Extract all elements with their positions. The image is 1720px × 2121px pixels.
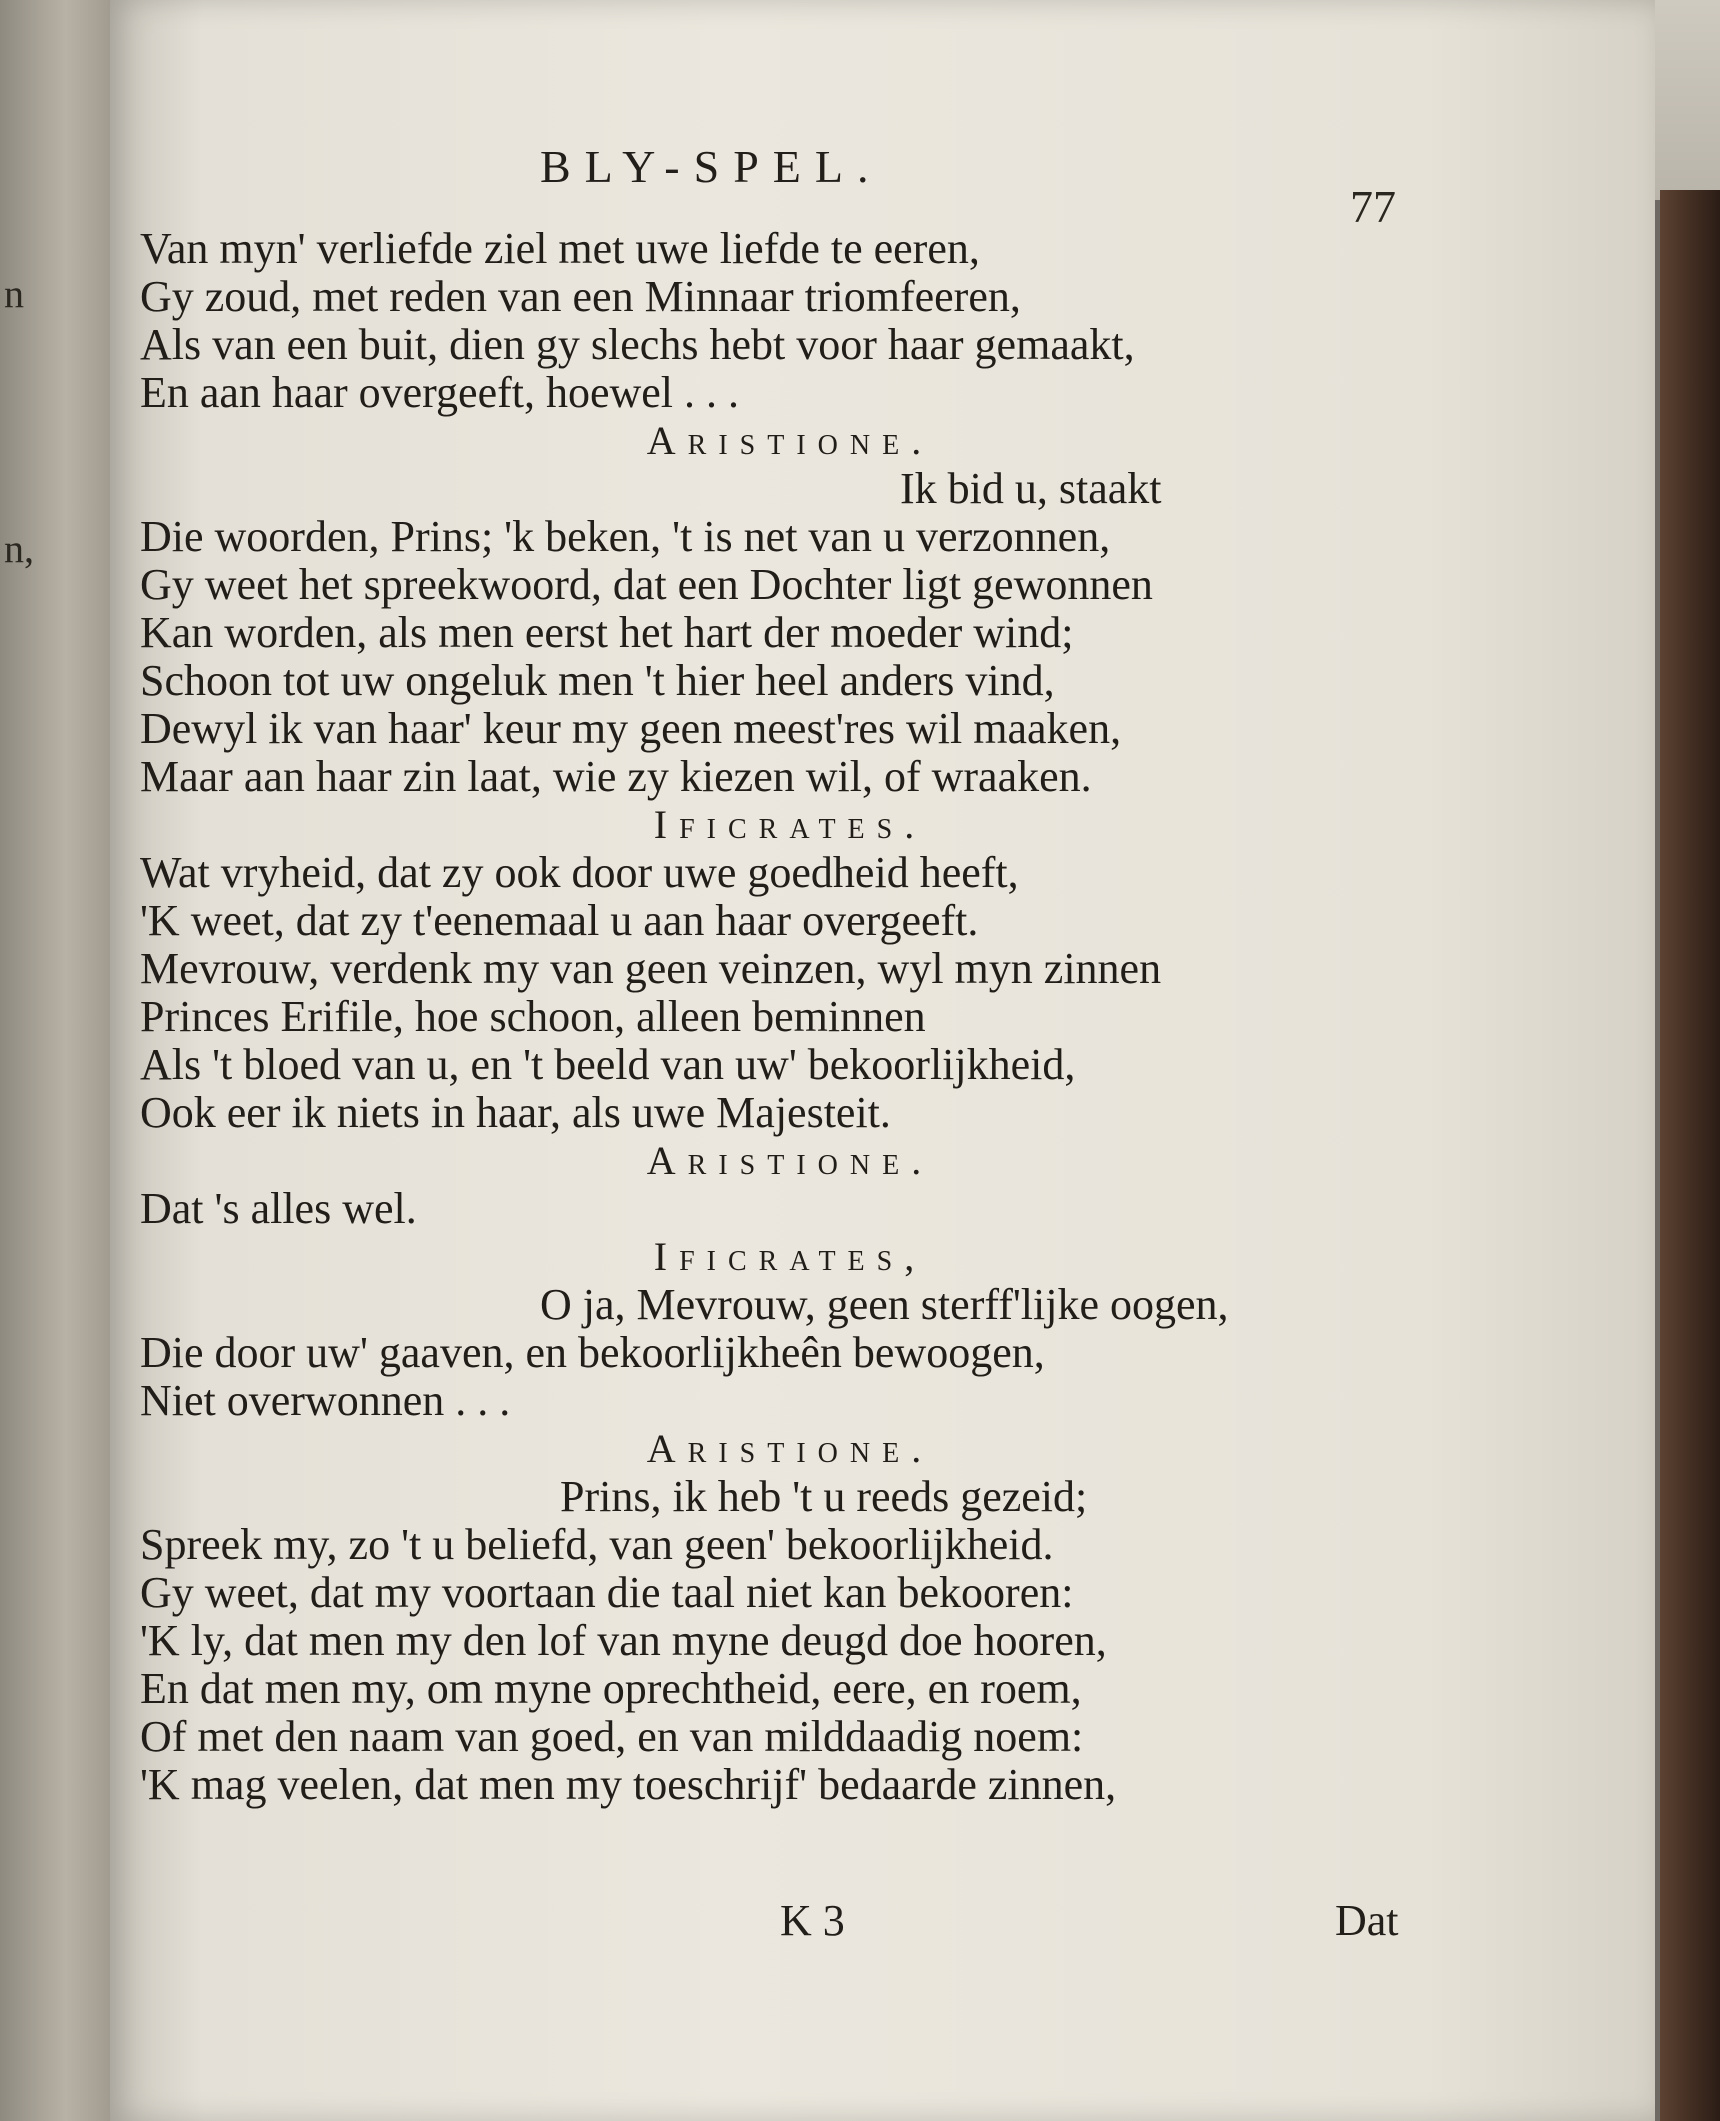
verse-line: Prins, ik heb 't u reeds gezeid; <box>560 1472 1088 1521</box>
book-page <box>110 0 1655 2121</box>
left-page-fragment: n, <box>4 526 34 571</box>
verse-line: Kan worden, als men eerst het hart der moeder wind; <box>140 608 1074 657</box>
verse-line: Wat vryheid, dat zy ook door uwe goedheid heeft, <box>140 848 1019 897</box>
speaker-name: Ificrates, <box>653 1234 927 1279</box>
catchword: Dat <box>1335 1896 1399 1945</box>
verse-line: Princes Erifile, hoe schoon, alleen beminnen <box>140 992 926 1041</box>
page-footer <box>110 1895 1655 1955</box>
verse-line: Of met den naam van goed, en van milddaadig noem: <box>140 1712 1084 1761</box>
verse-line: En dat men my, om myne oprechtheid, eere, en roem, <box>140 1664 1082 1713</box>
verse-line: Die woorden, Prins; 'k beken, 't is net van u verzonnen, <box>140 512 1111 561</box>
verse-line: Niet overwonnen . . . <box>140 1376 511 1425</box>
verse-line: Ik bid u, staakt <box>900 464 1162 513</box>
verse-line: 'K ly, dat men my den lof van myne deugd doe hooren, <box>140 1616 1107 1665</box>
verse-line: O ja, Mevrouw, geen sterff'lijke oogen, <box>540 1280 1229 1329</box>
verse-line: En aan haar overgeeft, hoewel . . . <box>140 368 740 417</box>
verse-line: Gy weet, dat my voortaan die taal niet kan bekooren: <box>140 1568 1074 1617</box>
verse-line: Ook eer ik niets in haar, als uwe Majesteit. <box>140 1088 891 1137</box>
page-number: 77 <box>1350 181 1396 232</box>
page-header <box>110 140 1655 232</box>
verse-line: Gy zoud, met reden van een Minnaar triomfeeren, <box>140 272 1021 321</box>
verse-line: 'K mag veelen, dat men my toeschrijf' bedaarde zinnen, <box>140 1760 1117 1809</box>
running-head: BLY-SPEL. <box>540 141 883 192</box>
verse-line: Schoon tot uw ongeluk men 't hier heel anders vind, <box>140 656 1055 705</box>
verse-line: Spreek my, zo 't u beliefd, van geen' bekoorlijkheid. <box>140 1520 1054 1569</box>
verse-line: Als 't bloed van u, en 't beeld van uw' bekoorlijkheid, <box>140 1040 1076 1089</box>
verse-line: Die door uw' gaaven, en bekoorlijkheên bewoogen, <box>140 1328 1045 1377</box>
verse-text-block <box>140 225 1440 1809</box>
speaker-name: Aristione. <box>646 1138 934 1183</box>
speaker-name: Aristione. <box>646 1426 934 1471</box>
verse-line: Mevrouw, verdenk my van geen veinzen, wyl myn zinnen <box>140 944 1162 993</box>
verse-line: Van myn' verliefde ziel met uwe liefde te eeren, <box>140 224 980 273</box>
left-page-fragment: n <box>4 271 24 316</box>
adjacent-left-page <box>0 0 120 2121</box>
verse-line: Dat 's alles wel. <box>140 1184 417 1233</box>
verse-line: Dewyl ik van haar' keur my geen meest'res wil maaken, <box>140 704 1122 753</box>
book-edge <box>1660 190 1720 2121</box>
speaker-name: Aristione. <box>646 418 934 463</box>
speaker-name: Ificrates. <box>653 802 927 847</box>
verse-line: Als van een buit, dien gy slechs hebt voor haar gemaakt, <box>140 320 1135 369</box>
verse-line: Maar aan haar zin laat, wie zy kiezen wil, of wraaken. <box>140 752 1092 801</box>
verse-line: 'K weet, dat zy t'eenemaal u aan haar overgeeft. <box>140 896 979 945</box>
signature-mark: K 3 <box>780 1896 845 1945</box>
verse-line: Gy weet het spreekwoord, dat een Dochter ligt gewonnen <box>140 560 1153 609</box>
